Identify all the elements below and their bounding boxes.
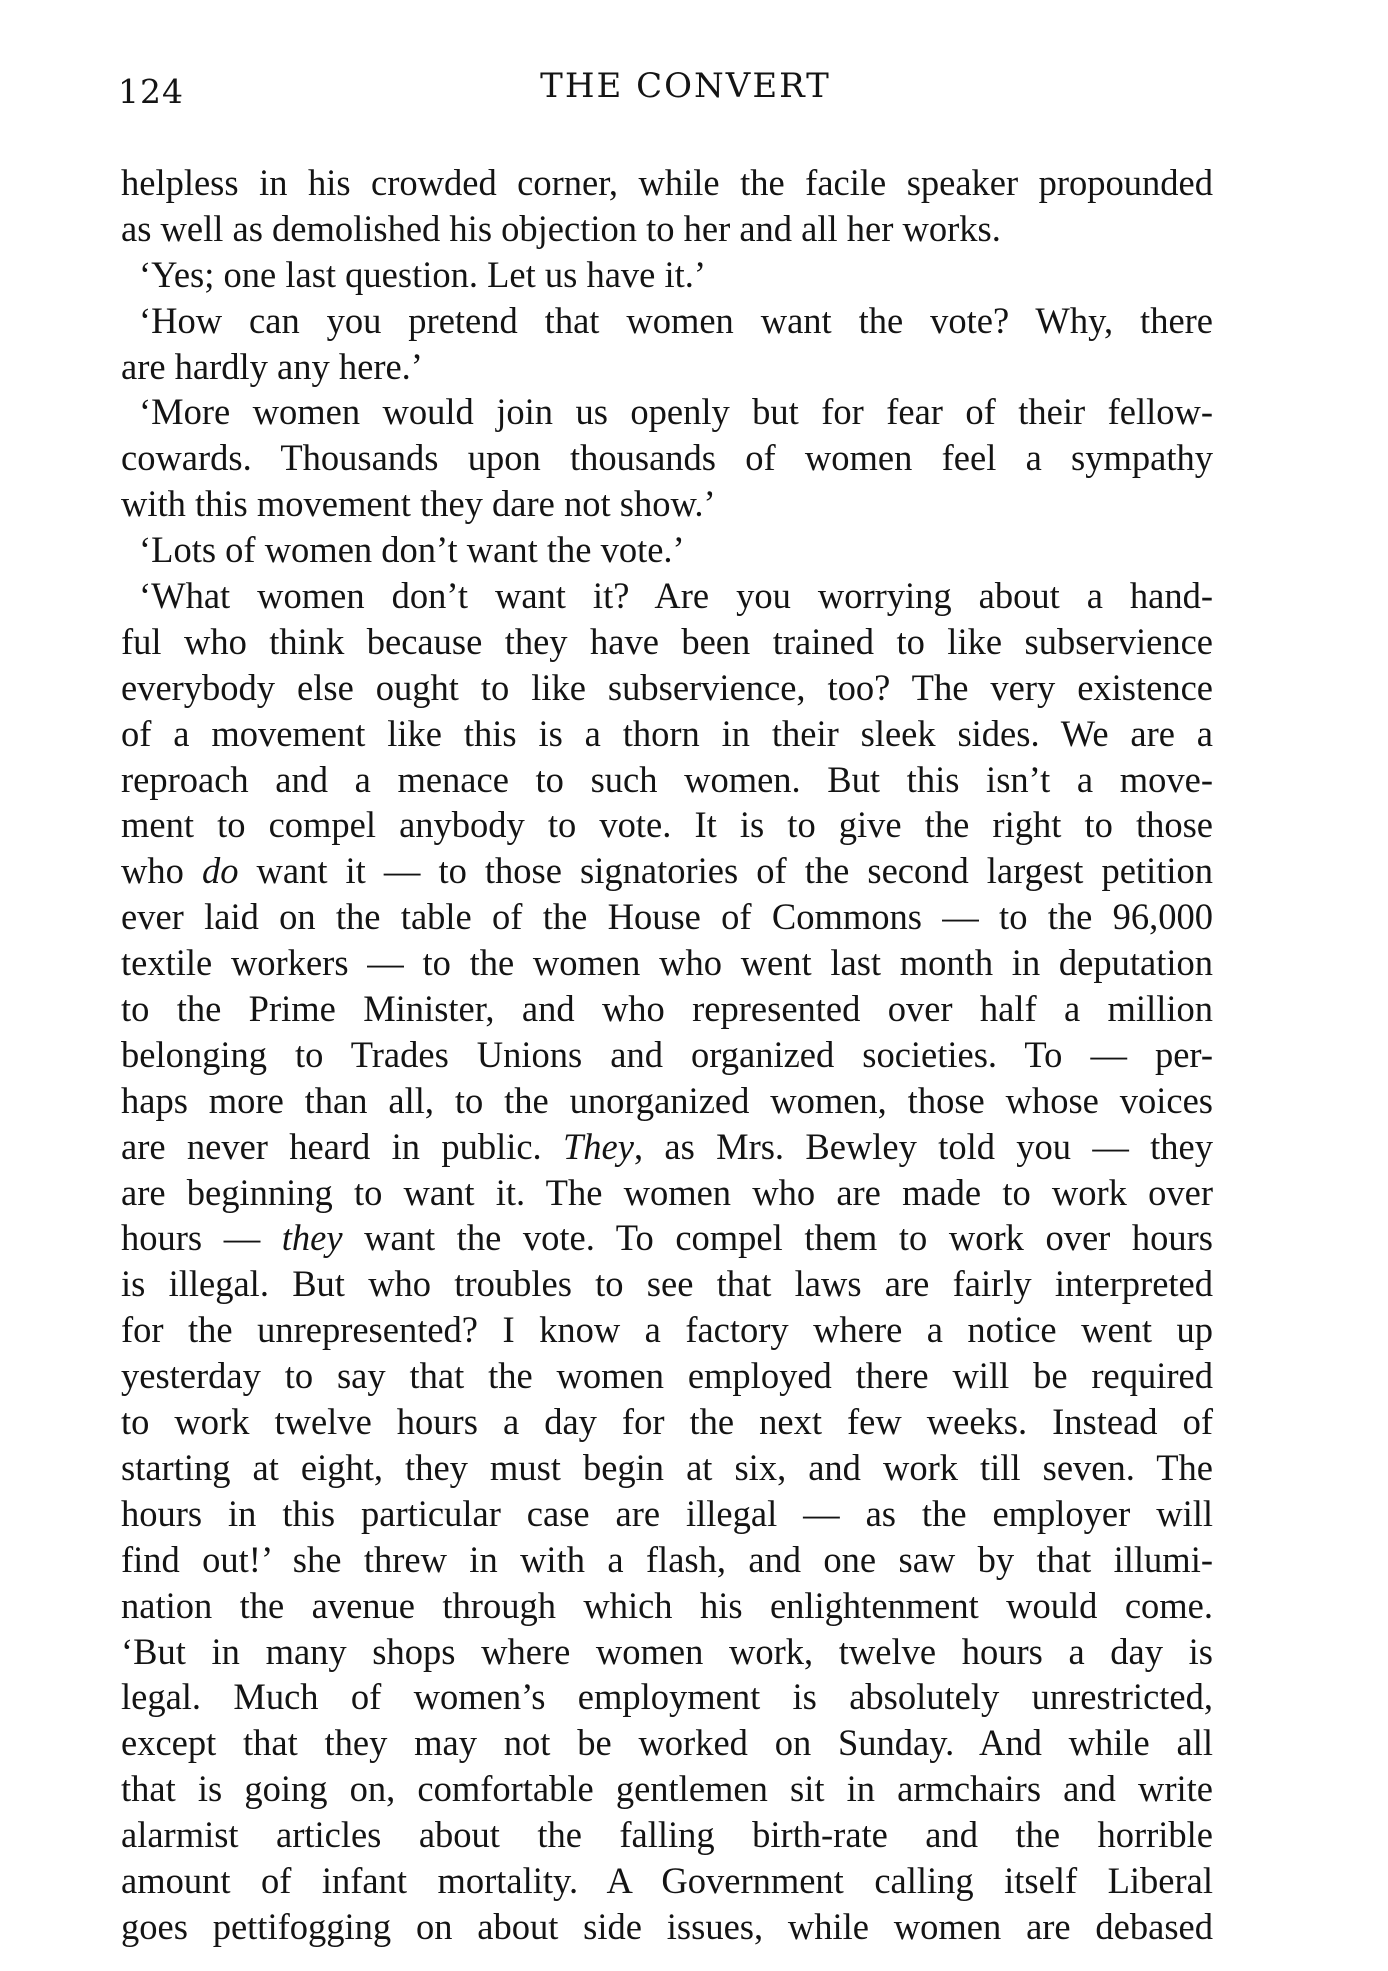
text-segment: haps more than all, to the unorganized women, those whose voices xyxy=(121,1079,1213,1121)
text-line xyxy=(121,1170,1213,1216)
text-segment: textile workers — to the women who went last month in deputation xyxy=(121,942,1213,984)
text-segment: alarmist articles about the falling birth-rate and the horrible xyxy=(121,1814,1213,1856)
text-segment: as well as demolished his objection to her and all her works. xyxy=(121,207,1001,249)
text-line xyxy=(121,665,1213,711)
text-segment: ‘Yes; one last question. Let us have it.’ xyxy=(139,253,707,295)
emphasis-text: they xyxy=(281,1217,343,1259)
text-line xyxy=(121,573,1213,619)
text-line xyxy=(121,298,1213,344)
emphasis-text: They xyxy=(563,1125,634,1167)
text-segment: ‘What women don’t want it? Are you worrying about a hand- xyxy=(139,575,1213,617)
text-segment: to work twelve hours a day for the next few weeks. Instead of xyxy=(121,1401,1213,1443)
text-line xyxy=(121,252,1213,298)
text-line xyxy=(121,1307,1213,1353)
text-segment: amount of infant mortality. A Government calling itself Liberal xyxy=(121,1859,1213,1901)
text-line xyxy=(121,206,1213,252)
text-segment: legal. Much of women’s employment is absolutely unrestricted, xyxy=(121,1676,1213,1718)
text-segment: goes pettifogging on about side issues, while women are debased xyxy=(121,1905,1213,1947)
running-title: THE CONVERT xyxy=(540,66,831,106)
text-line xyxy=(121,1858,1213,1904)
text-segment: ‘How can you pretend that women want the vote? Why, there xyxy=(139,299,1213,341)
text-line xyxy=(121,802,1213,848)
text-segment: for the unrepresented? I know a factory where a notice went up xyxy=(121,1309,1213,1351)
text-line xyxy=(121,619,1213,665)
text-line xyxy=(121,1399,1213,1445)
text-segment: , as Mrs. Bewley told you — they xyxy=(633,1125,1213,1167)
text-segment: that is going on, comfortable gentlemen sit in armchairs and write xyxy=(121,1768,1213,1810)
text-line xyxy=(121,527,1213,573)
text-line xyxy=(121,389,1213,435)
text-line xyxy=(121,848,1213,894)
text-line xyxy=(121,481,1213,527)
text-segment: to the Prime Minister, and who represented over half a million xyxy=(121,988,1213,1030)
emphasis-text: do xyxy=(201,850,239,892)
text-segment: ever laid on the table of the House of Commons — to the 96,000 xyxy=(121,896,1213,938)
text-segment: reproach and a menace to such women. But this isn’t a move- xyxy=(121,758,1213,800)
text-segment: everybody else ought to like subservience, too? The very existence xyxy=(121,666,1213,708)
body-text xyxy=(121,160,1213,1950)
text-segment: ment to compel anybody to vote. It is to give the right to those xyxy=(121,804,1213,846)
text-line xyxy=(121,1720,1213,1766)
text-line xyxy=(121,435,1213,481)
text-segment: ful who think because they have been trained to like subservience xyxy=(121,620,1213,662)
text-segment: who xyxy=(121,850,202,892)
text-segment: cowards. Thousands upon thousands of women feel a sympathy xyxy=(121,437,1213,479)
text-line xyxy=(121,1904,1213,1950)
text-line xyxy=(121,160,1213,206)
text-segment: find out!’ she threw in with a flash, and one saw by that illumi- xyxy=(121,1538,1213,1580)
text-segment: ‘But in many shops where women work, twelve hours a day is xyxy=(121,1630,1213,1672)
text-line xyxy=(121,1674,1213,1720)
text-line xyxy=(121,1215,1213,1261)
text-segment: are beginning to want it. The women who are made to work over xyxy=(121,1171,1213,1213)
text-segment: hours — xyxy=(121,1217,282,1259)
text-segment: with this movement they dare not show.’ xyxy=(121,483,716,525)
text-line xyxy=(121,1078,1213,1124)
text-segment: except that they may not be worked on Sunday. And while all xyxy=(121,1722,1213,1764)
text-segment: is illegal. But who troubles to see that laws are fairly interpreted xyxy=(121,1263,1213,1305)
text-segment: want it — to those signatories of the second largest petition xyxy=(238,850,1213,892)
text-line xyxy=(121,1537,1213,1583)
text-segment: are hardly any here.’ xyxy=(121,345,423,387)
text-line xyxy=(121,757,1213,803)
text-segment: yesterday to say that the women employed there will be required xyxy=(121,1355,1213,1397)
text-line xyxy=(121,1261,1213,1307)
text-line xyxy=(121,1766,1213,1812)
text-segment: want the vote. To compel them to work over hours xyxy=(342,1217,1214,1259)
text-line xyxy=(121,1629,1213,1675)
text-line xyxy=(121,1032,1213,1078)
text-segment: are never heard in public. xyxy=(121,1125,563,1167)
text-line xyxy=(121,940,1213,986)
text-segment: helpless in his crowded corner, while the facile speaker propounded xyxy=(121,162,1213,203)
page-header xyxy=(118,66,1213,120)
text-segment: hours in this particular case are illegal — as the employer will xyxy=(121,1492,1213,1534)
text-segment: belonging to Trades Unions and organized societies. To — per- xyxy=(121,1033,1213,1075)
text-line xyxy=(121,894,1213,940)
text-segment: starting at eight, they must begin at six, and work till seven. The xyxy=(121,1446,1213,1488)
text-line xyxy=(121,1812,1213,1858)
page-number: 124 xyxy=(118,72,184,111)
text-segment: nation the avenue through which his enlightenment would come. xyxy=(121,1584,1213,1626)
text-line xyxy=(121,986,1213,1032)
text-line xyxy=(121,711,1213,757)
text-line xyxy=(121,1124,1213,1170)
text-line xyxy=(121,1583,1213,1629)
text-line xyxy=(121,1445,1213,1491)
text-segment: ‘More women would join us openly but for fear of their fellow- xyxy=(139,391,1213,433)
text-line xyxy=(121,344,1213,390)
text-segment: of a movement like this is a thorn in their sleek sides. We are a xyxy=(121,712,1213,754)
text-line xyxy=(121,1491,1213,1537)
text-line xyxy=(121,1353,1213,1399)
text-segment: ‘Lots of women don’t want the vote.’ xyxy=(139,529,685,571)
